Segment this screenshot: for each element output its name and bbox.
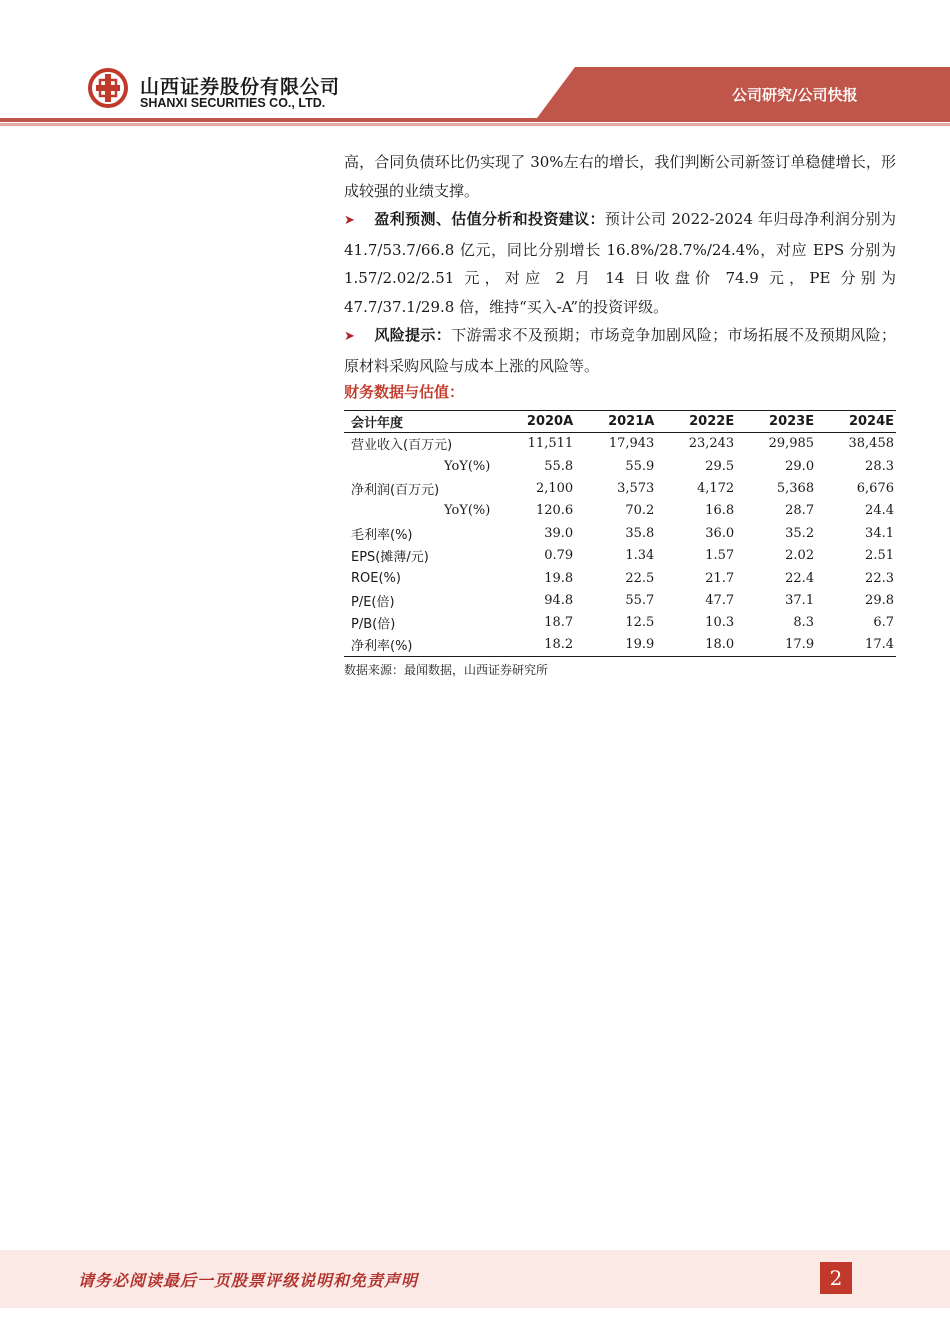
table-row (344, 522, 896, 544)
table-cell: 1.57 (705, 548, 735, 564)
table-cell: 18.7 (544, 615, 574, 631)
table-header-cell: 2024E (816, 411, 896, 433)
table-title: 财务数据与估值： (344, 383, 465, 401)
table-cell: 22.5 (625, 570, 655, 586)
row-label: 净利润(百万元) (351, 482, 440, 498)
arrow-bullet-icon: ➤ (344, 329, 355, 344)
table-cell: 19.9 (575, 634, 656, 656)
arrow-bullet-icon: ➤ (344, 213, 355, 228)
table-cell: 22.3 (865, 570, 894, 586)
table-row (344, 634, 896, 656)
bullet-forecast (344, 205, 896, 321)
table-cell: 39.0 (544, 525, 574, 541)
table-header-row (344, 411, 896, 433)
table-cell: 19.8 (544, 570, 574, 586)
bullet-forecast-text: 预计公司 2022-2024 年归母净利润分别为 41.7/53.7/66.8 亿元，同比分别增长 16.8%/28.7%/24.4%，对应 EPS 分别为 1.57/2.02/2.51 元，对应 2 月 14 日收盘价 74.9 元，PE 分别为 47.7/37.1/29.8 倍，维持“买入-A”的投资评级。 (344, 210, 896, 316)
header-banner (0, 0, 950, 130)
table-cell: 18.2 (494, 634, 575, 656)
row-label: P/B(倍) (351, 617, 396, 633)
row-label: YoY(%) (444, 458, 491, 474)
table-cell: 55.7 (625, 592, 655, 608)
table-cell: 55.9 (625, 458, 655, 474)
table-cell: 38,458 (848, 436, 894, 452)
table-cell: 8.3 (793, 615, 815, 631)
table-cell: 47.7 (705, 592, 735, 608)
table-cell: 120.6 (535, 503, 574, 519)
company-name-en: SHANXI SECURITIES CO., LTD. (140, 96, 326, 110)
table-cell: 18.0 (656, 634, 736, 656)
company-name-cn: 山西证券股份有限公司 (140, 76, 341, 98)
financial-table (344, 410, 896, 657)
row-label: P/E(倍) (351, 594, 395, 610)
row-label: 净利率(%) (344, 634, 494, 656)
table-cell: 2.02 (785, 548, 815, 564)
table-cell: 29.5 (705, 458, 735, 474)
table-header-cell: 2022E (656, 411, 736, 433)
table-cell: 24.4 (865, 503, 894, 519)
table-cell: 23,243 (688, 436, 735, 452)
table-cell: 22.4 (785, 570, 815, 586)
table-cell: 55.8 (544, 458, 574, 474)
page-number: 2 (820, 1262, 852, 1294)
table-row (344, 612, 896, 634)
table-row (344, 567, 896, 589)
table-row (344, 589, 896, 611)
bullet-forecast-lead: 盈利预测、估值分析和投资建议： (374, 210, 605, 228)
table-cell: 17.9 (736, 634, 816, 656)
footer-disclaimer: 请务必阅读最后一页股票评级说明和免责声明 (78, 1271, 419, 1290)
table-row (344, 500, 896, 522)
table-cell: 4,172 (696, 480, 735, 496)
company-logo-icon (88, 68, 128, 108)
table-row (344, 455, 896, 477)
table-header-cell: 2021A (575, 411, 656, 433)
table-cell: 35.2 (785, 525, 815, 541)
table-header-cell: 2023E (736, 411, 816, 433)
row-label: EPS(摊薄/元) (351, 550, 429, 566)
bullet-risk-lead: 风险提示： (374, 326, 452, 344)
table-cell: 17.4 (816, 634, 896, 656)
table-row (344, 477, 896, 499)
table-cell: 16.8 (705, 503, 735, 519)
table-cell: 94.8 (544, 592, 574, 608)
table-cell: 1.34 (625, 548, 655, 564)
report-category: 公司研究/公司快报 (732, 86, 858, 104)
table-cell: 3,573 (617, 480, 655, 496)
table-cell: 17,943 (608, 436, 655, 452)
table-header-cell: 会计年度 (344, 411, 494, 433)
table-cell: 6,676 (856, 480, 894, 496)
table-cell: 29.0 (785, 458, 815, 474)
table-cell: 21.7 (705, 570, 735, 586)
bullet-risk (344, 321, 896, 380)
table-header-cell: 2020A (494, 411, 575, 433)
table-cell: 0.79 (544, 548, 574, 564)
row-label: 毛利率(%) (351, 527, 413, 543)
data-source-note: 数据来源：最闻数据，山西证券研究所 (344, 663, 549, 677)
table-row (344, 544, 896, 566)
table-cell: 70.2 (625, 503, 655, 519)
table-cell: 10.3 (705, 615, 735, 631)
paragraph-contract: 高，合同负债环比仍实现了 30%左右的增长，我们判断公司新签订单稳健增长，形成较强的业绩支撑。 (344, 153, 896, 200)
table-cell: 36.0 (705, 525, 735, 541)
page-header (0, 0, 950, 130)
bullet-risk-text: 下游需求不及预期；市场竞争加剧风险；市场拓展不及预期风险；原材料采购风险与成本上涨的风险等。 (344, 326, 896, 375)
table-cell: 2.51 (865, 548, 894, 564)
table-cell: 12.5 (625, 615, 655, 631)
table-cell: 37.1 (785, 592, 815, 608)
report-body (344, 148, 896, 380)
table-cell: 11,511 (527, 436, 574, 452)
row-label: ROE(%) (351, 570, 401, 586)
table-cell: 28.7 (785, 503, 815, 519)
table-cell: 5,368 (776, 480, 815, 496)
table-cell: 2,100 (535, 480, 574, 496)
table-cell: 29,985 (768, 436, 815, 452)
table-cell: 6.7 (873, 615, 894, 631)
table-row (344, 433, 896, 455)
table-cell: 29.8 (865, 592, 894, 608)
table-cell: 35.8 (625, 525, 655, 541)
table-cell: 34.1 (865, 525, 894, 541)
row-label: 营业收入(百万元) (351, 438, 453, 454)
row-label: YoY(%) (444, 503, 491, 519)
table-cell: 28.3 (865, 458, 894, 474)
